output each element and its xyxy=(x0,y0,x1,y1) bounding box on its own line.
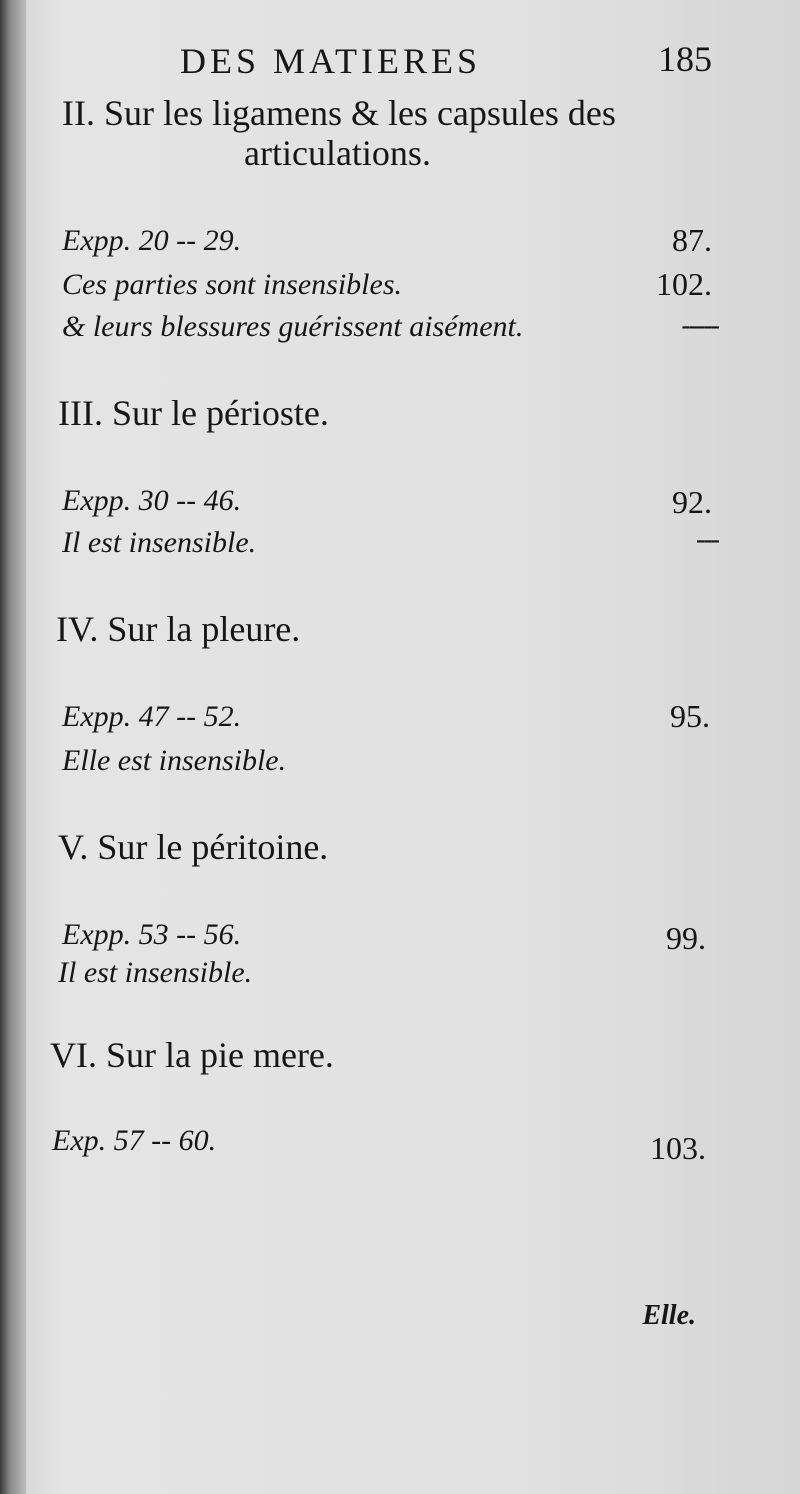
entry-text: Elle est insensible. xyxy=(62,744,287,777)
page-number: 185 xyxy=(658,39,712,79)
entry-page: 102. xyxy=(656,266,712,302)
entry-text: Expp. 53 -- 56. xyxy=(62,918,242,951)
entry-page-ditto: --- xyxy=(696,524,718,555)
entry-text: Il est insensible. xyxy=(62,526,257,559)
entry-page: 95. xyxy=(670,698,710,734)
section-heading-ii: II. Sur les ligamens & les capsules des xyxy=(62,93,616,133)
entry-text: Expp. 20 -- 29. xyxy=(62,224,242,257)
running-header: DES MATIERES xyxy=(180,41,482,81)
entry-page: 103. xyxy=(650,1130,706,1166)
page-spine-shadow xyxy=(0,0,26,1494)
catchword: Elle. xyxy=(642,1300,696,1331)
entry-text: Expp. 30 -- 46. xyxy=(62,484,242,517)
entry-text: & leurs blessures guérissent aisément. xyxy=(62,310,524,343)
entry-text: Exp. 57 -- 60. xyxy=(52,1124,217,1157)
entry-page: 92. xyxy=(672,484,712,520)
entry-page: 87. xyxy=(672,222,712,258)
entry-text: Il est insensible. xyxy=(58,956,253,989)
section-heading-ii-continued: articulations. xyxy=(244,133,431,173)
section-heading-v: V. Sur le péritoine. xyxy=(58,827,329,867)
entry-page-ditto: ----- xyxy=(681,310,718,341)
section-heading-iv: IV. Sur la pleure. xyxy=(56,609,301,649)
section-heading-vi: VI. Sur la pie mere. xyxy=(50,1035,334,1075)
entry-page: 99. xyxy=(666,920,706,956)
section-heading-iii: III. Sur le périoste. xyxy=(58,393,329,433)
entry-text: Expp. 47 -- 52. xyxy=(62,700,242,733)
entry-text: Ces parties sont insensibles. xyxy=(62,268,403,301)
